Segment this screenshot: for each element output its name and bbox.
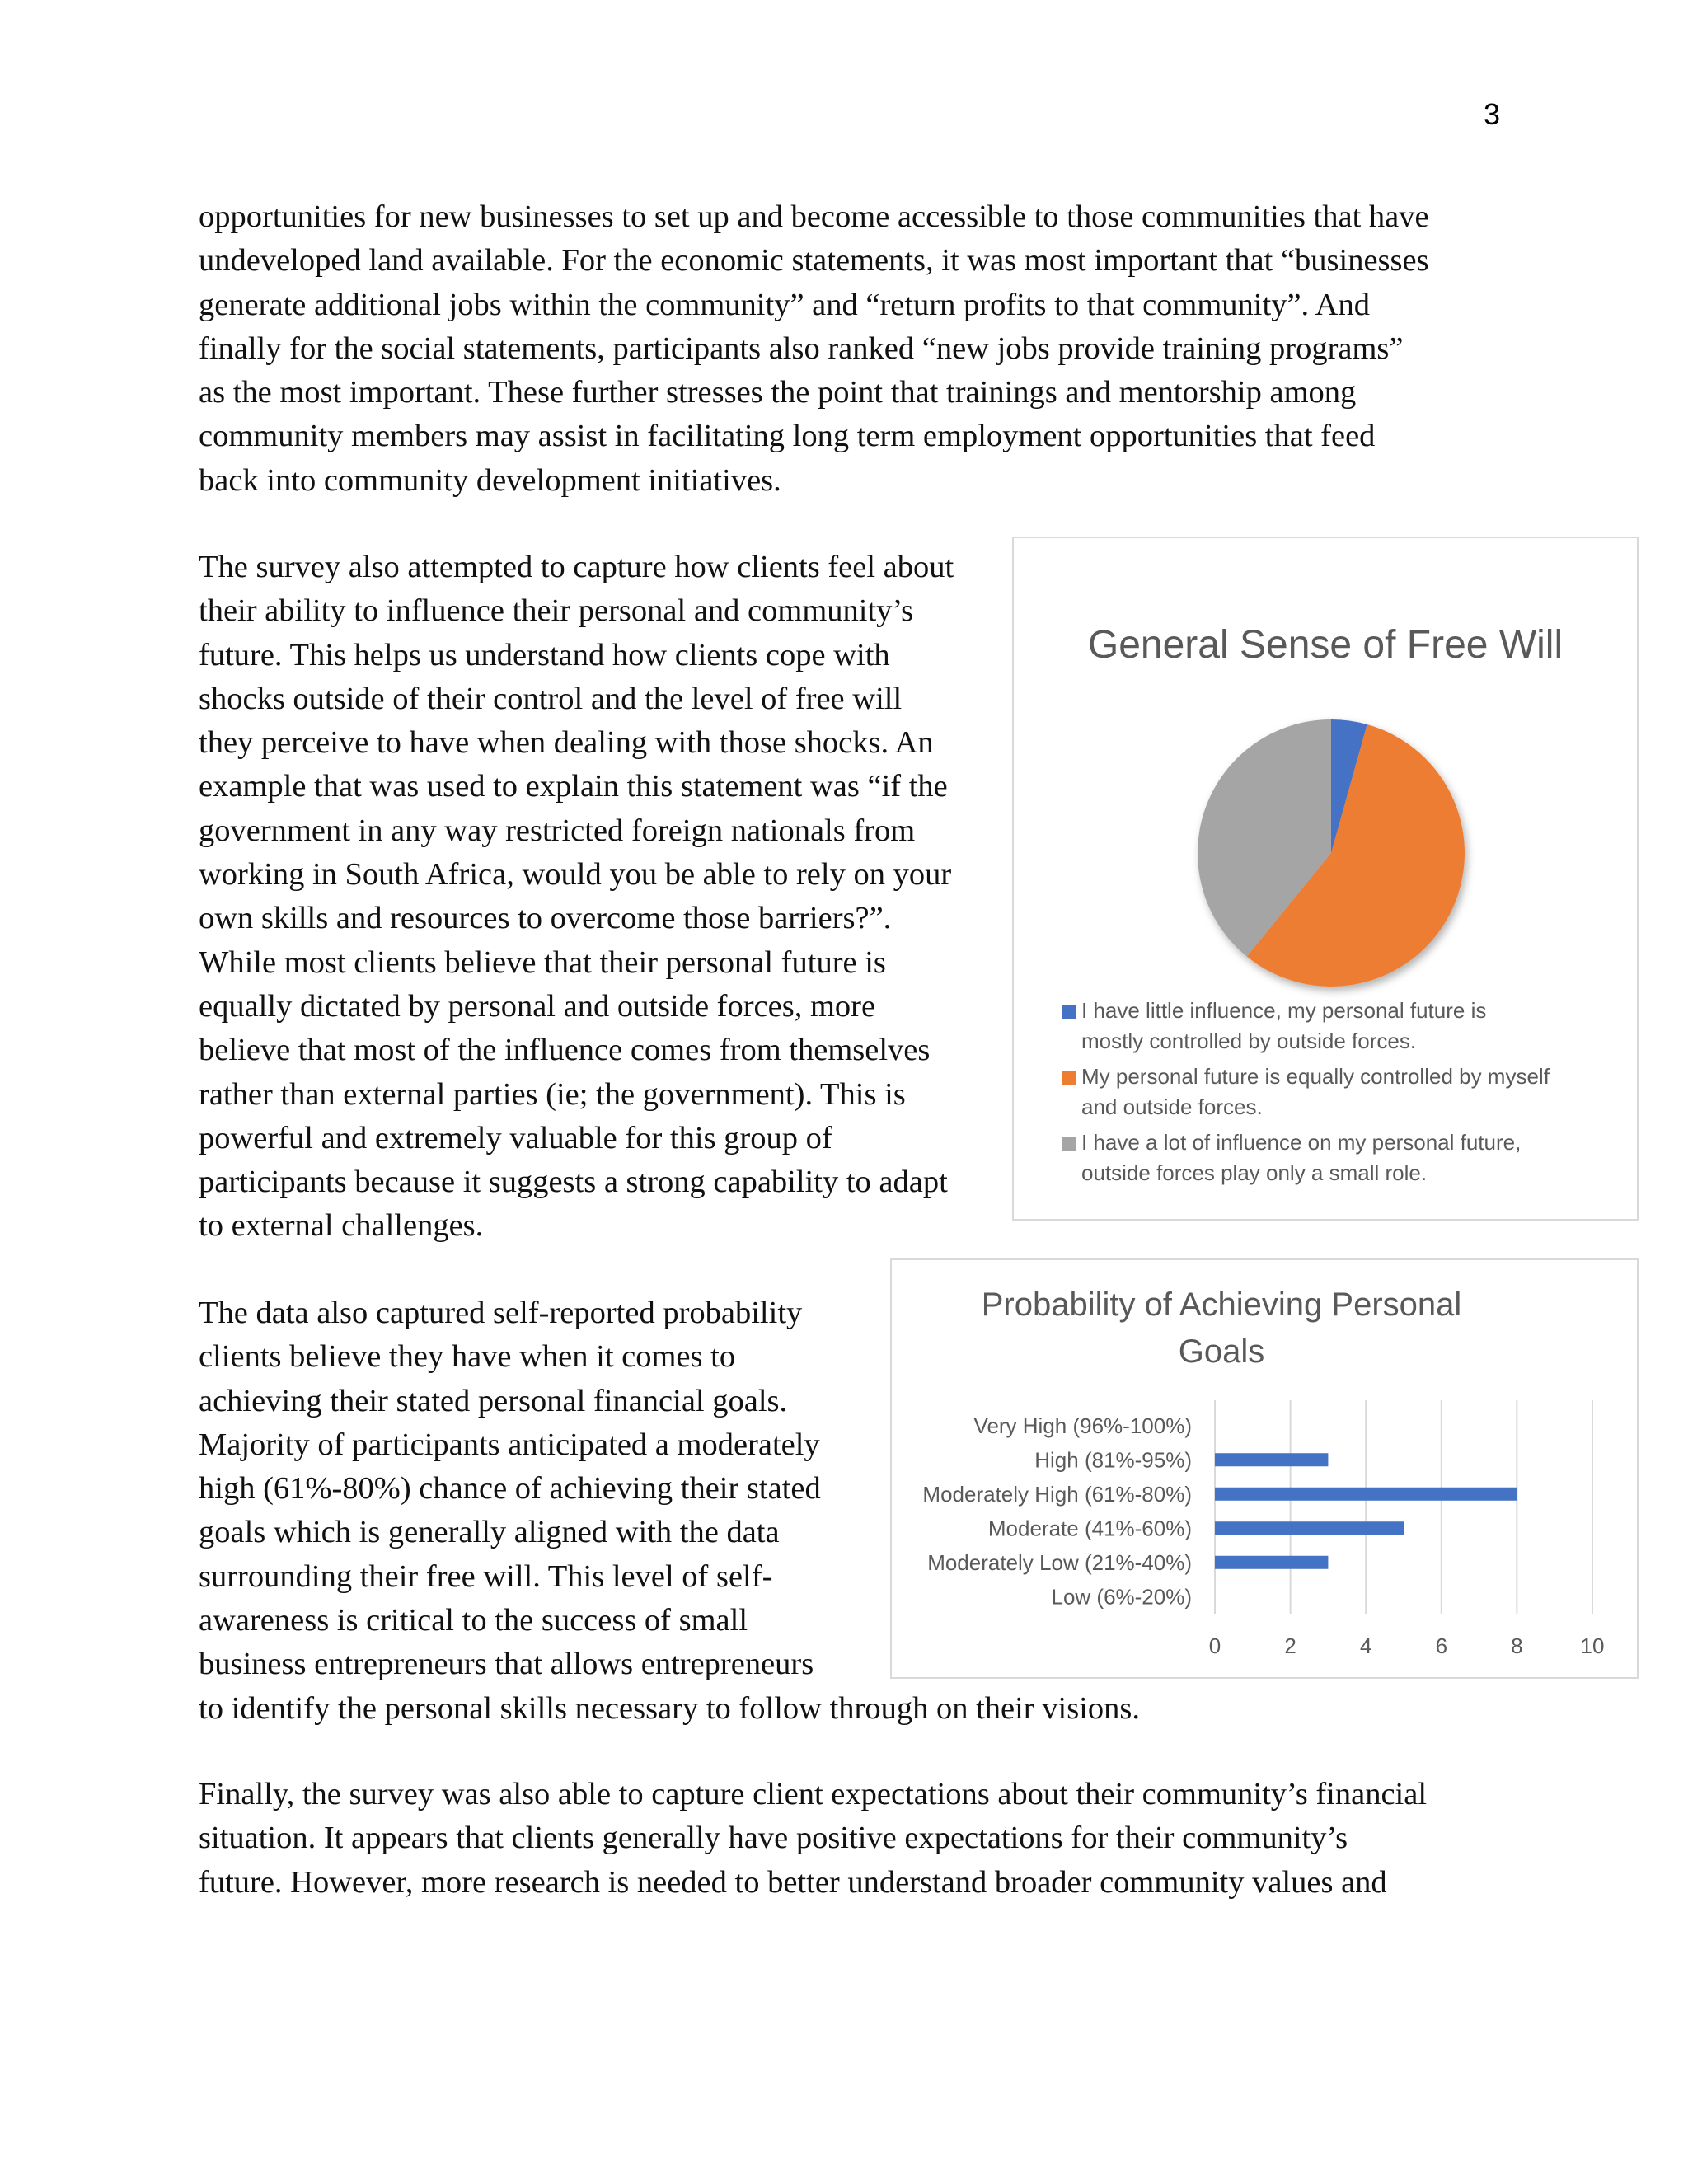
text-line: to external challenges. xyxy=(199,1208,484,1244)
text-line: opportunities for new businesses to set up and become accessible to those communities that have xyxy=(199,199,1429,234)
x-tick-label: 2 xyxy=(1284,1633,1296,1658)
legend-label: mostly controlled by outside forces. xyxy=(1081,1029,1417,1053)
text-line: their ability to influence their personal and community’s xyxy=(199,593,914,629)
text-line: example that was used to explain this statement was “if the xyxy=(199,769,948,804)
y-category-label: Very High (96%-100%) xyxy=(973,1413,1192,1438)
text-line: to identify the personal skills necessary to follow through on their visions. xyxy=(199,1690,1140,1726)
page-number: 3 xyxy=(1483,97,1500,131)
bar-chart-canvas xyxy=(892,1260,1637,1677)
bar xyxy=(1215,1488,1517,1501)
text-line: believe that most of the influence comes from themselves xyxy=(199,1033,931,1068)
bar xyxy=(1215,1453,1328,1466)
text-line: own skills and resources to overcome those barriers?”. xyxy=(199,901,892,936)
probability-bar-chart xyxy=(890,1258,1639,1679)
text-line: achieving their stated personal financial goals. xyxy=(199,1383,788,1418)
text-line: they perceive to have when dealing with those shocks. An xyxy=(199,725,934,761)
text-line: The data also captured self-reported probability xyxy=(199,1296,803,1330)
text-line: surrounding their free will. This level of self- xyxy=(199,1558,773,1594)
text-line: shocks outside of their control and the level of free will xyxy=(199,681,903,716)
legend-swatch-orange xyxy=(1062,1071,1076,1085)
pie-legend xyxy=(1060,996,1620,1193)
legend-label: outside forces play only a small role. xyxy=(1081,1160,1428,1185)
legend-item-lot-of-influence xyxy=(1060,1127,1620,1188)
y-category-label: Moderate (41%-60%) xyxy=(987,1516,1192,1541)
text-line: back into community development initiatives. xyxy=(199,462,781,498)
text-line: The survey also attempted to capture how clients feel about xyxy=(199,550,954,584)
text-line: awareness is critical to the success of small xyxy=(199,1603,748,1638)
text-line: future. However, more research is needed to better understand broader community values and xyxy=(199,1864,1387,1900)
bar xyxy=(1215,1521,1404,1535)
text-line: generate additional jobs within the community” and “return profits to that community”. And xyxy=(199,287,1370,322)
x-tick-label: 0 xyxy=(1208,1633,1221,1658)
text-line: high (61%-80%) chance of achieving their stated xyxy=(199,1471,821,1507)
legend-item-little-influence xyxy=(1060,996,1620,1057)
text-line: participants because it suggests a strong capability to adapt xyxy=(199,1165,948,1200)
paragraph-community-expectations xyxy=(199,1773,1509,1905)
legend-label: I have little influence, my personal future is xyxy=(1081,998,1487,1023)
text-line: clients believe they have when it comes to xyxy=(199,1339,736,1375)
text-line: goals which is generally aligned with the data xyxy=(199,1515,780,1550)
text-line: powerful and extremely valuable for this group of xyxy=(199,1120,832,1155)
x-tick-label: 6 xyxy=(1435,1633,1448,1658)
text-line: as the most important. These further stresses the point that trainings and mentorship among xyxy=(199,375,1357,410)
x-tick-label: 8 xyxy=(1511,1633,1523,1658)
legend-label: I have a lot of influence on my personal future, xyxy=(1081,1130,1522,1155)
text-line: Majority of participants anticipated a moderately xyxy=(199,1427,820,1462)
text-line: community members may assist in facilitating long term employment opportunities that feed xyxy=(199,419,1376,454)
legend-label: My personal future is equally controlled by myself xyxy=(1081,1064,1550,1089)
text-line: While most clients believe that their personal future is xyxy=(199,944,886,980)
text-line: government in any way restricted foreign nationals from xyxy=(199,813,916,848)
text-line: future. This helps us understand how clients cope with xyxy=(199,637,890,673)
text-line: rather than external parties (ie; the government). This is xyxy=(199,1076,906,1112)
text-line: undeveloped land available. For the economic statements, it was most important that “businesses xyxy=(199,243,1429,279)
text-line: finally for the social statements, participants also ranked “new jobs provide training programs” xyxy=(199,330,1404,366)
x-tick-label: 4 xyxy=(1359,1633,1372,1658)
bar xyxy=(1215,1556,1328,1569)
text-line: business entrepreneurs that allows entrepreneurs xyxy=(199,1647,814,1682)
text-line: Finally, the survey was also able to capture client expectations about their community’s financial xyxy=(199,1777,1428,1811)
y-category-label: Moderately Low (21%-40%) xyxy=(927,1549,1192,1575)
text-line: working in South Africa, would you be able to rely on your xyxy=(199,857,952,893)
legend-label: and outside forces. xyxy=(1081,1094,1263,1119)
x-tick-label: 10 xyxy=(1580,1633,1605,1658)
legend-swatch-gray xyxy=(1062,1137,1076,1151)
y-category-label: Low (6%-20%) xyxy=(1051,1584,1192,1610)
text-line: equally dictated by personal and outside forces, more xyxy=(199,988,876,1024)
y-category-label: Moderately High (61%-80%) xyxy=(922,1481,1192,1507)
bar-chart-title: Probability of Achieving Personal Goals xyxy=(981,1286,1462,1370)
paragraph-community-statements xyxy=(199,195,1509,503)
text-line: situation. It appears that clients generally have positive expectations for their community’s xyxy=(199,1821,1348,1856)
y-category-label: High (81%-95%) xyxy=(1034,1447,1192,1473)
legend-swatch-blue xyxy=(1062,1005,1076,1019)
paragraph-free-will xyxy=(199,546,1006,1249)
free-will-pie-chart xyxy=(1012,537,1639,1221)
pie-chart-title: General Sense of Free Will xyxy=(1087,623,1564,667)
legend-item-equally-controlled xyxy=(1060,1062,1620,1122)
